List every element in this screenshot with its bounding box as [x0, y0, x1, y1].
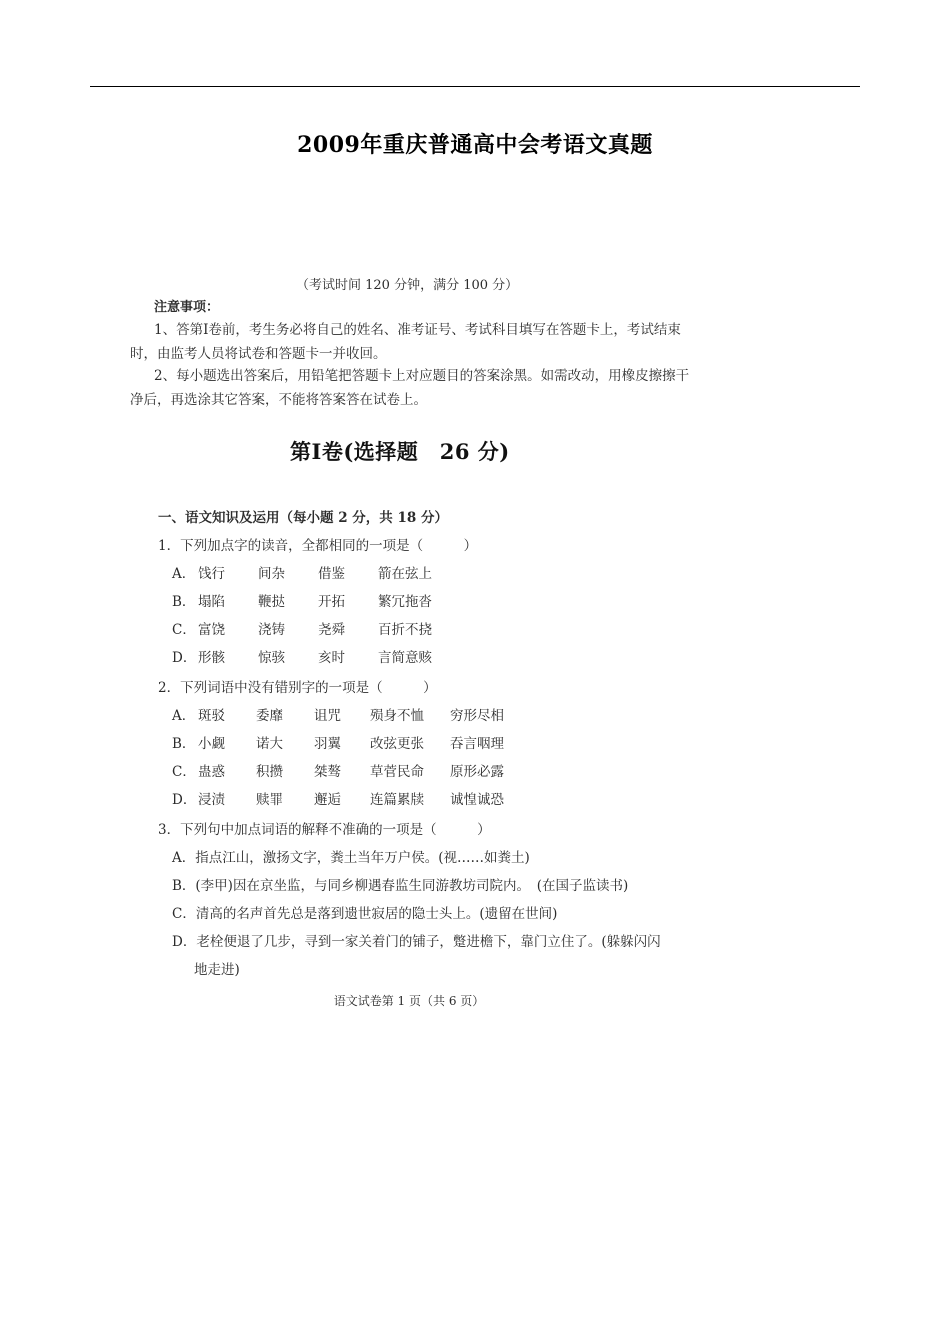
notice-item-2: 2、每小题选出答案后，用铅笔把答题卡上对应题目的答案涂黑。如需改动，用橡皮擦擦干净后，再选涂其它答案，不能将答案答在试卷上。: [130, 368, 690, 408]
page-title: 2009年重庆普通高中会考语文真题: [297, 132, 653, 158]
question-1-option: [172, 646, 432, 666]
word: 惊骇: [258, 650, 285, 666]
option-label: A．: [172, 708, 196, 724]
notice-item-1: 1、答第Ⅰ卷前，考生务必将自己的姓名、准考证号、考试科目填写在答题卡上，考试结束时，由监考人员将试卷和答题卡一并收回。: [130, 322, 681, 362]
option-label: C．: [172, 764, 196, 780]
word: 浇铸: [258, 622, 285, 638]
option-label: B．: [172, 736, 196, 752]
scanned-exam-page: [124, 268, 694, 1008]
word: 尧舜: [318, 622, 345, 638]
question-3-option: C．清高的名声首先总是落到遗世寂居的隐士头上。(遗留在世间): [172, 906, 558, 922]
exam-info: （考试时间 120 分钟，满分 100 分）: [296, 278, 519, 293]
section-title: 第Ⅰ卷(选择题 26 分): [290, 439, 510, 464]
word: 言简意赅: [378, 650, 432, 666]
question-1-option: [172, 618, 432, 638]
question-1-option: [172, 562, 432, 582]
word: 改弦更张: [370, 736, 424, 752]
word: 小觑: [198, 736, 225, 752]
word: 邂逅: [314, 792, 341, 808]
word: 百折不挠: [378, 622, 432, 638]
word: 箭在弦上: [378, 566, 432, 582]
question-1-option: [172, 590, 432, 610]
question-2-option: [172, 704, 504, 724]
question-3-option-continued: 地走进): [194, 962, 240, 978]
option-label: D．: [172, 650, 197, 666]
word: 赎罪: [256, 792, 283, 808]
option-label: B．: [172, 594, 196, 610]
word: 草菅民命: [370, 764, 424, 780]
word: 诚惶诚恐: [450, 792, 504, 808]
word: 原形必露: [450, 764, 504, 780]
word: 连篇累牍: [370, 792, 424, 808]
word: 羽翼: [314, 736, 341, 752]
word: 饯行: [198, 566, 225, 582]
question-1-stem: 1．下列加点字的读音，全都相同的一项是（ ）: [158, 538, 478, 554]
question-2-option: [172, 760, 504, 780]
word: 繁冗拖沓: [378, 594, 432, 610]
option-label: C．: [172, 622, 196, 638]
question-3-option: B．(李甲)因在京坐监，与同乡柳遇春监生同游教坊司院内。 (在国子监读书): [172, 878, 629, 894]
word: 借鉴: [318, 566, 345, 582]
word: 斑驳: [198, 708, 225, 724]
question-2-stem: 2．下列词语中没有错别字的一项是（ ）: [158, 680, 437, 696]
word: 浸渍: [198, 792, 225, 808]
word: 塌陷: [198, 594, 225, 610]
word: 间杂: [258, 566, 285, 582]
word: 积攒: [256, 764, 283, 780]
option-label: D．: [172, 792, 197, 808]
part-heading: 一、语文知识及运用（每小题 2 分，共 18 分）: [158, 510, 448, 526]
word: 蛊惑: [198, 764, 225, 780]
word: 吞言咽理: [450, 736, 504, 752]
page-footer: 语文试卷第 1 页（共 6 页）: [333, 994, 485, 1008]
word: 亥时: [318, 650, 345, 666]
question-3-option: D．老栓便退了几步，寻到一家关着门的铺子，蹩进檐下，靠门立住了。(躲躲闪闪: [172, 934, 661, 950]
word: 穷形尽相: [450, 708, 504, 724]
word: 诅咒: [314, 708, 341, 724]
word: 形骸: [198, 650, 225, 666]
header-rule: [90, 86, 860, 87]
word: 殒身不恤: [370, 708, 424, 724]
word: 桀骜: [314, 764, 341, 780]
word: 诺大: [256, 736, 283, 752]
word: 委靡: [256, 708, 283, 724]
question-2-option: [172, 788, 504, 808]
notice-heading: 注意事项：: [154, 300, 220, 315]
question-3-option: A．指点江山，激扬文字，粪土当年万户侯。(视……如粪土): [172, 850, 530, 866]
question-3-stem: 3．下列句中加点词语的解释不准确的一项是（ ）: [158, 822, 491, 838]
word: 鞭挞: [258, 594, 285, 610]
word: 富饶: [198, 622, 225, 638]
option-label: A．: [172, 566, 196, 582]
question-2-option: [172, 732, 504, 752]
word: 开拓: [318, 594, 345, 610]
